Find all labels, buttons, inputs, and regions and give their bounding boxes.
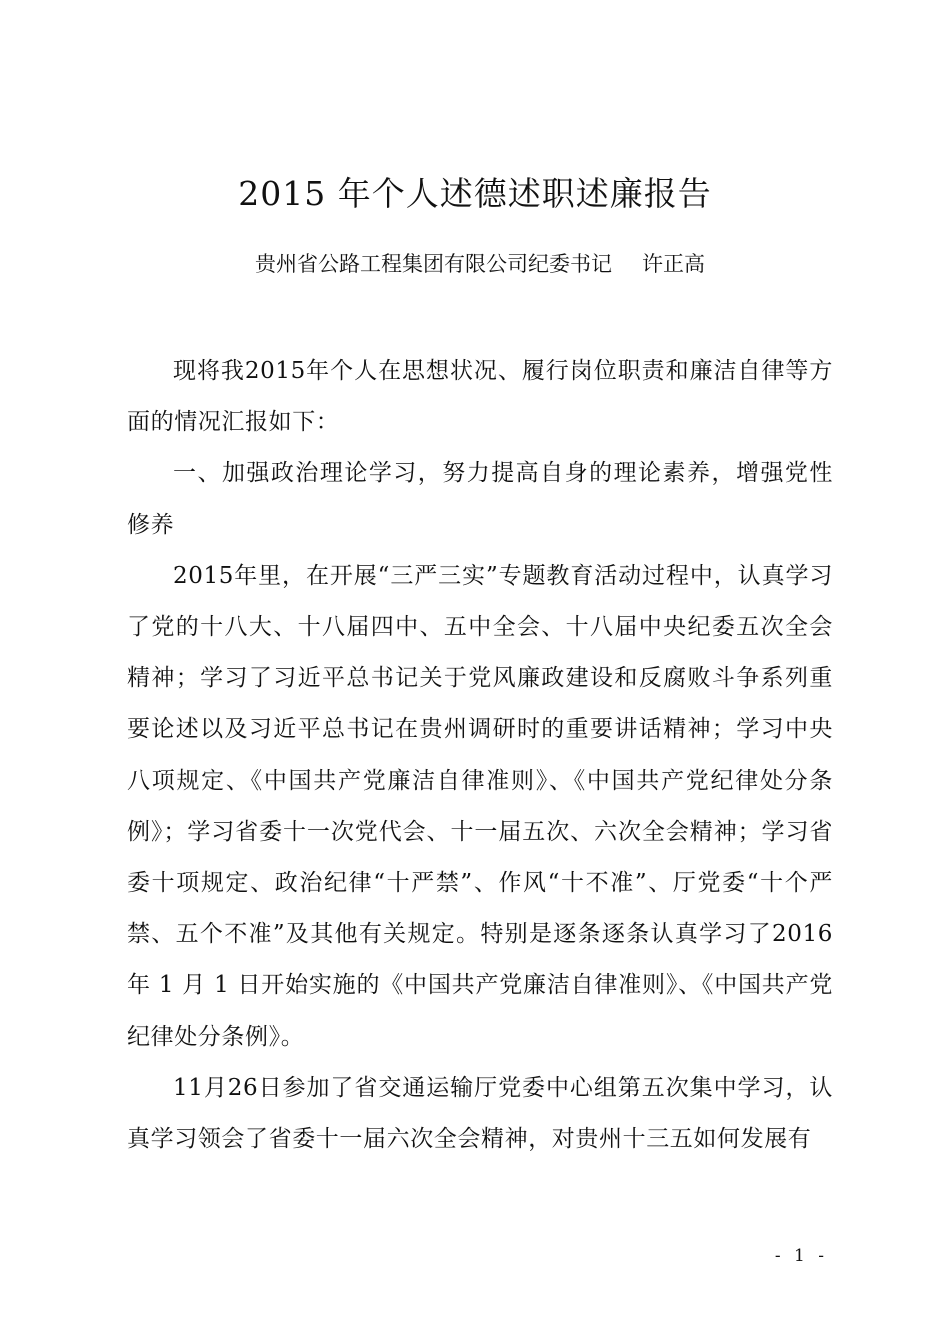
paragraph-intro: 现将我2015年个人在思想状况、履行岗位职责和廉洁自律等方面的情况汇报如下： <box>127 358 833 436</box>
section-heading-1: 一、加强政治理论学习，努力提高自身的理论素养，增强党性修养 <box>127 460 833 538</box>
document-body <box>127 346 833 1165</box>
document-author-line <box>0 244 950 284</box>
paragraph-study: 2015年里，在开展“三严三实”专题教育活动过程中，认真学习了党的十八大、十八届四中、五中全会、十八届中央纪委五次全会精神；学习了习近平总书记关于党风廉政建设和反腐败斗争系列重要论述以及习近平总书记在贵州调研时的重要讲话精神；学习中央八项规定、《中国共产党廉洁自律准则》、《中国共产党纪律处分条例》；学习省委十一次党代会、十一届五次、六次全会精神；学习省委十项规定、政治纪律“十严禁”、作风“十不准”、厅党委“十个严禁、五个不准”及其他有关规定。特别是逐条逐条认真学习了2016年 1 月 1 日开始实施的《中国共产党廉洁自律准则》、《中国共产党纪律处分条例》。 <box>127 562 833 1050</box>
page-number: - 1 - <box>774 1246 828 1266</box>
document-title: 2015 年个人述德述职述廉报告 <box>238 174 712 213</box>
author-organization: 贵州省公路工程集团有限公司纪委书记 <box>255 252 612 276</box>
author-name: 许正高 <box>642 252 705 276</box>
paragraph-november: 11月26日参加了省交通运输厅党委中心组第五次集中学习，认真学习领会了省委十一届六次全会精神，对贵州十三五如何发展有 <box>127 1074 833 1153</box>
